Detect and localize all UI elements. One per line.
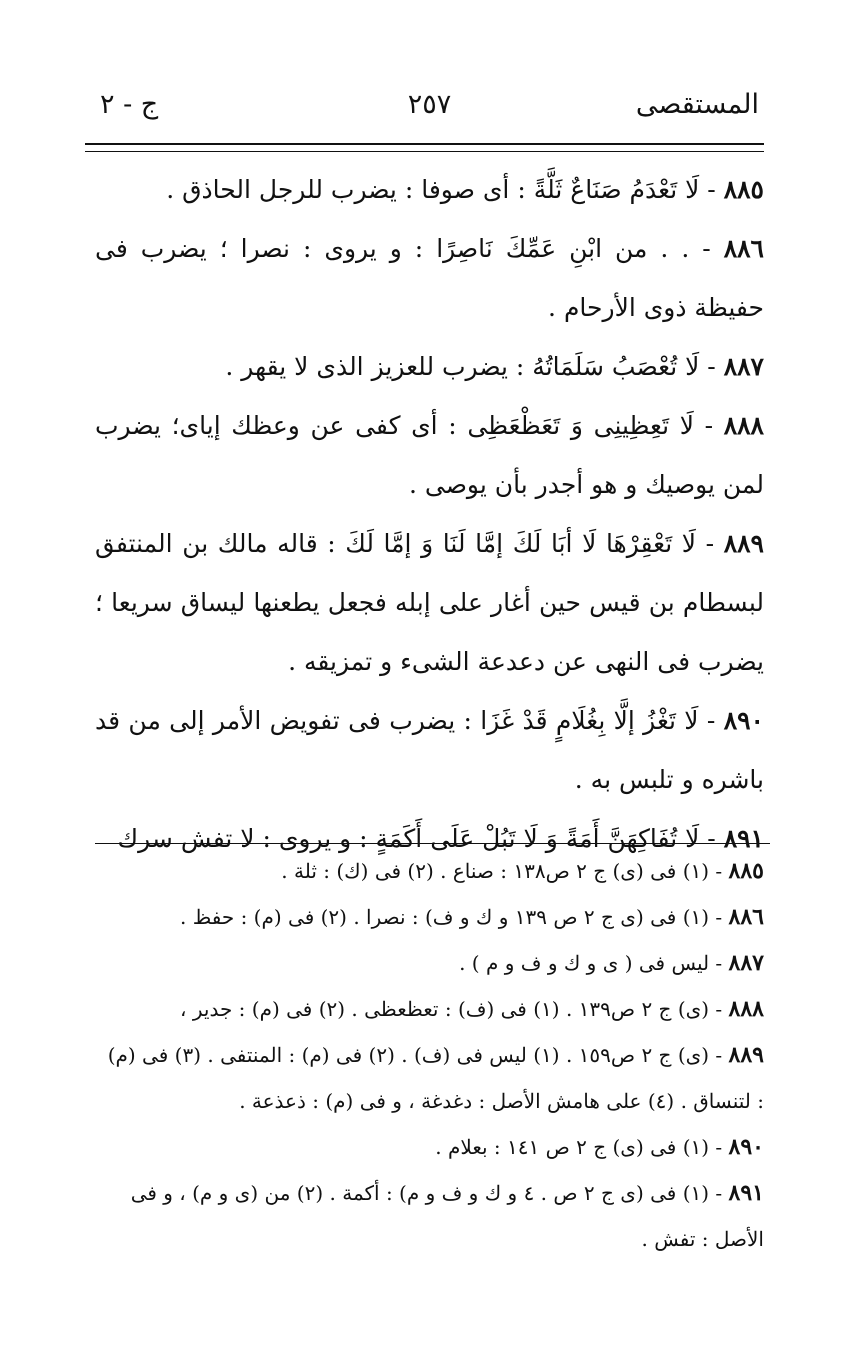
footnote-number: ٨٨٩ [728,1042,764,1068]
entry-text: - لَا تُعْصَبُ سَلَمَاتُهُ : يضرب للعزيز الذى لا يقهر . [225,352,724,381]
entry-text: - . . من ابْنِ عَمِّكَ نَاصِرًا : و يروى : نصرا ؛ يضرب فى حفيظة ذوى الأرحام . [95,234,764,322]
proverb-entry [95,160,764,219]
footnote [95,940,764,986]
footnote [95,848,764,894]
footnote-text: - (ى) ج ٢ ص١٥٩ . (١) ليس فى (ف) . (٢) فى (م) : المنتفى . (٣) فى (م) : لتنساق . (٤) على هامش الأصل : دغدغة ، و فى (م) : ذعذعة . [107,1043,764,1113]
proverb-entries [95,160,764,868]
footnote [95,1124,764,1170]
footnote-number: ٨٨٧ [728,950,764,976]
proverb-entry [95,219,764,337]
volume-number: ج - ٢ [100,89,159,120]
footnote-text: - ليس فى ( ى و ك و ف و م ) . [459,951,729,975]
proverb-entry [95,396,764,514]
footnote [95,1032,764,1124]
entry-number: ٨٨٧ [723,352,764,381]
proverb-entry [95,514,764,691]
footnote-number: ٨٨٦ [728,904,764,930]
header-rule [85,143,764,152]
page-number: ٢٥٧ [407,89,452,120]
entry-number: ٨٨٩ [723,529,764,558]
entry-text: - لَا تُفَاكِهَنَّ أَمَةً وَ لَا تَبُلْ عَلَى أَكَمَةٍ : و يروى : لا تفش سرك [117,824,724,853]
footnote-number: ٨٩٠ [728,1134,764,1160]
footnote-number: ٨٨٨ [728,996,764,1022]
footnote-number: ٨٨٥ [728,858,764,884]
footnote-number: ٨٩١ [728,1180,764,1206]
footnote [95,894,764,940]
footnote-text: - (١) فى (ى ج ٢ ص . ٤ و ك و ف و م) : أكمة . (٢) من (ى و م) ، و فى الأصل : تفش . [130,1181,764,1251]
proverb-entry [95,691,764,809]
footnote-text: - (١) فى (ى) ج ٢ ص ١٤١ : بعلام . [435,1135,729,1159]
footnote-text: - (١) فى (ى) ج ٢ ص١٣٨ : صناع . (٢) فى (ك) : ثلة . [281,859,729,883]
footnote-text: - (ى) ج ٢ ص١٣٩ . (١) فى (ف) : تعظعظى . (٢) فى (م) : جدير ، [180,997,729,1021]
entry-text: - لَا تَعِظِينِى وَ تَعَظْعَظِى : أى كفى عن وعظك إياى؛ يضرب لمن يوصيك و هو أجدر بأن يوصى . [95,411,764,499]
footnote-text: - (١) فى (ى ج ٢ ص ١٣٩ و ك و ف) : نصرا . (٢) فى (م) : حفظ . [180,905,729,929]
entry-number: ٨٩٠ [723,706,764,735]
page-header [100,85,759,135]
book-title: المستقصى [635,89,759,120]
entry-number: ٨٨٦ [723,234,764,263]
entry-text: - لَا تَغْزُ إلَّا بِغُلَامٍ قَدْ غَزَا : يضرب فى تفويض الأمر إلى من قد باشره و تلبس به . [95,706,764,794]
footnote [95,986,764,1032]
footnote-rule [95,843,770,844]
entry-number: ٨٨٥ [723,175,764,204]
entry-text: - لَا تَعْدَمُ صَنَاعٌ ثَلَّةً : أى صوفا : يضرب للرجل الحاذق . [166,175,724,204]
footnote [95,1170,764,1262]
footnotes [95,848,764,1262]
entry-number: ٨٩١ [723,824,764,853]
entry-text: - لَا تَعْقِرْهَا لَا أبَا لَكَ إمَّا لَنَا وَ إمَّا لَكَ : قاله مالك بن المنتفق لبسطام بن قيس حين أغار على إبله فجعل يطعنها ليساق سريعا ؛ يضرب فى النهى عن دعدعة الشىء و تمزيقه . [95,529,764,676]
entry-number: ٨٨٨ [723,411,764,440]
proverb-entry [95,337,764,396]
